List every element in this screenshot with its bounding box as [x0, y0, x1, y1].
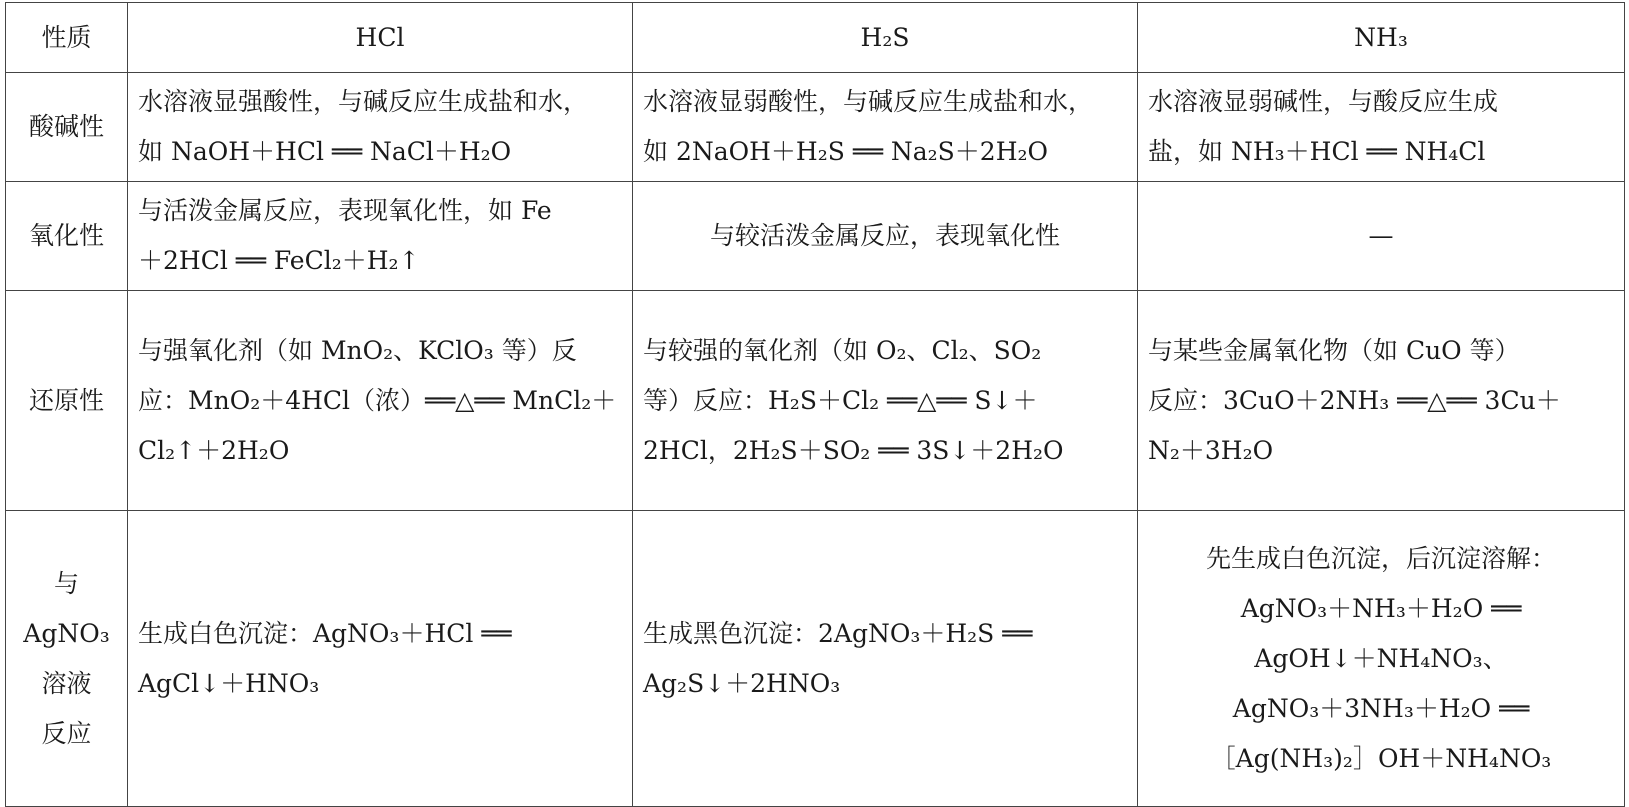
header-row [6, 3, 1625, 73]
header-h2s: H₂S [633, 3, 1138, 73]
cell-line: AgNO₃＋NH₃＋H₂O ══ [1240, 593, 1522, 623]
row-acidity-basicity [6, 73, 1625, 182]
cell-nh3 [1138, 511, 1625, 807]
cell-line: 反应：3CuO＋2NH₃ ══△══ 3Cu＋ [1148, 385, 1561, 415]
cell-line: 水溶液显强酸性，与碱反应生成盐和水， [138, 87, 589, 116]
cell-h2s [633, 291, 1138, 511]
label-line: 反应 [41, 718, 92, 748]
cell-line: ［Ag(NH₃)₂］OH＋NH₄NO₃ [1210, 743, 1552, 773]
cell-nh3 [1138, 73, 1625, 182]
cell-line: 与活泼金属反应，表现氧化性，如 Fe [138, 196, 552, 225]
cell-line: 与较强的氧化剂（如 O₂、Cl₂、SO₂ [643, 335, 1042, 365]
cell-line: 生成白色沉淀：AgNO₃＋HCl ══ [138, 618, 512, 648]
cell-hcl [128, 511, 633, 807]
cell-line: 应：MnO₂＋4HCl（浓）══△══ MnCl₂＋ [138, 385, 617, 415]
cell-line: 水溶液显弱碱性，与酸反应生成 [1148, 87, 1499, 116]
row-agno3-reaction [6, 511, 1625, 807]
label-line: 与 [53, 568, 79, 598]
cell-line: Cl₂↑＋2H₂O [138, 435, 290, 465]
cell-line: Ag₂S↓＋2HNO₃ [643, 668, 841, 698]
cell-line: 先生成白色沉淀，后沉淀溶解： [1205, 543, 1556, 573]
cell-line: ＋2HCl ══ FeCl₂＋H₂↑ [138, 246, 420, 275]
row-reducing [6, 291, 1625, 511]
label-line: 溶液 [41, 668, 92, 698]
cell-hcl [128, 73, 633, 182]
cell-line: — [1368, 221, 1394, 250]
label-line: 酸碱性 [28, 112, 104, 141]
cell-line: AgOH↓＋NH₄NO₃、 [1254, 643, 1508, 673]
cell-line: AgNO₃＋3NH₃＋H₂O ══ [1232, 693, 1530, 723]
cell-nh3 [1138, 291, 1625, 511]
row-label [6, 182, 128, 291]
cell-line: 盐，如 NH₃＋HCl ══ NH₄Cl [1148, 137, 1486, 166]
row-label [6, 291, 128, 511]
label-line: 氧化性 [28, 221, 104, 250]
cell-line: 与某些金属氧化物（如 CuO 等） [1148, 335, 1520, 365]
cell-hcl [128, 182, 633, 291]
cell-line: AgCl↓＋HNO₃ [138, 668, 320, 698]
header-hcl: HCl [128, 3, 633, 73]
row-label [6, 73, 128, 182]
header-nh3: NH₃ [1138, 3, 1625, 73]
label-line: AgNO₃ [23, 618, 110, 648]
cell-line: 与较活泼金属反应，表现氧化性 [709, 221, 1060, 250]
cell-line: 如 NaOH＋HCl ══ NaCl＋H₂O [138, 137, 512, 166]
row-oxidizing [6, 182, 1625, 291]
cell-h2s [633, 182, 1138, 291]
cell-line: 生成黑色沉淀：2AgNO₃＋H₂S ══ [643, 618, 1033, 648]
cell-line: 与强氧化剂（如 MnO₂、KClO₃ 等）反 [138, 335, 577, 365]
cell-h2s [633, 73, 1138, 182]
row-label [6, 511, 128, 807]
cell-h2s [633, 511, 1138, 807]
cell-nh3 [1138, 182, 1625, 291]
chemistry-properties-table [5, 2, 1625, 807]
cell-line: N₂＋3H₂O [1148, 435, 1274, 465]
cell-line: 2HCl，2H₂S＋SO₂ ══ 3S↓＋2H₂O [643, 435, 1064, 465]
label-line: 还原性 [28, 385, 104, 415]
cell-line: 等）反应：H₂S＋Cl₂ ══△══ S↓＋ [643, 385, 1038, 415]
cell-line: 如 2NaOH＋H₂S ══ Na₂S＋2H₂O [643, 137, 1049, 166]
header-property: 性质 [6, 3, 128, 73]
cell-hcl [128, 291, 633, 511]
cell-line: 水溶液显弱酸性，与碱反应生成盐和水， [643, 87, 1094, 116]
